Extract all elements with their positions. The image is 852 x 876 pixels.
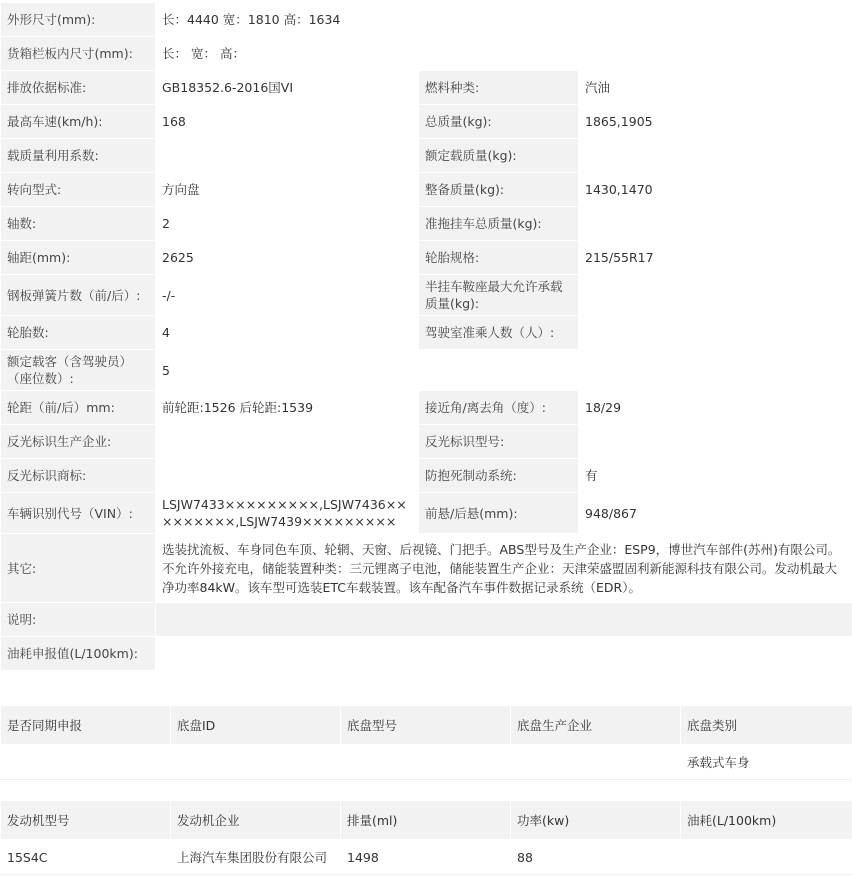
engine-header-row xyxy=(1,801,852,840)
chassis-header-cell: 底盘型号 xyxy=(341,706,511,745)
saddle-value xyxy=(579,275,852,316)
note-label: 说明: xyxy=(1,603,156,637)
spec-row xyxy=(1,391,852,425)
chassis-cell: 承载式车身 xyxy=(681,745,852,780)
engine-cell xyxy=(681,840,852,875)
overhang-label: 前悬/后悬(mm): xyxy=(419,493,579,534)
note-value xyxy=(156,603,852,637)
total-mass-value: 1865,1905 xyxy=(579,105,852,139)
vin-label: 车辆识别代号（VIN）: xyxy=(1,493,156,534)
spec-row xyxy=(1,493,852,534)
reflect-brand-value xyxy=(156,459,419,493)
chassis-cell xyxy=(1,745,171,780)
emission-value: GB18352.6-2016国VI xyxy=(156,71,419,105)
spec-row xyxy=(1,241,852,275)
dimensions-value: 长：4440 宽：1810 高：1634 xyxy=(156,3,852,37)
overhang-value: 948/867 xyxy=(579,493,852,534)
angles-value: 18/29 xyxy=(579,391,852,425)
reflect-maker-value xyxy=(156,425,419,459)
spec-row xyxy=(1,603,852,637)
trailer-mass-value xyxy=(579,207,852,241)
axles-value: 2 xyxy=(156,207,419,241)
spec-row xyxy=(1,425,852,459)
vin-value: LSJW7433×××××××××,LSJW7436×××××××××,LSJW7439××××××××× xyxy=(156,493,419,534)
vehicle-spec-table xyxy=(0,2,852,671)
steering-value: 方向盘 xyxy=(156,173,419,207)
angles-label: 接近角/离去角（度）: xyxy=(419,391,579,425)
engine-table xyxy=(0,800,852,875)
dimensions-label: 外形尺寸(mm): xyxy=(1,3,156,37)
reflect-model-value xyxy=(579,425,852,459)
engine-header-cell: 功率(kw) xyxy=(511,801,681,840)
chassis-header-cell: 是否同期申报 xyxy=(1,706,171,745)
engine-header-cell: 排量(ml) xyxy=(341,801,511,840)
spec-row xyxy=(1,275,852,316)
spec-row xyxy=(1,139,852,173)
rated-load-value xyxy=(579,139,852,173)
fuel-consumption-label: 油耗申报值(L/100km): xyxy=(1,637,156,671)
wheelbase-label: 轴距(mm): xyxy=(1,241,156,275)
chassis-table xyxy=(0,705,852,780)
engine-header-cell: 发动机型号 xyxy=(1,801,171,840)
other-label: 其它: xyxy=(1,534,156,603)
engine-data-row xyxy=(1,840,852,875)
spec-row xyxy=(1,173,852,207)
chassis-header-cell: 底盘类别 xyxy=(681,706,852,745)
spring-value: -/- xyxy=(156,275,419,316)
spec-row xyxy=(1,37,852,71)
abs-value: 有 xyxy=(579,459,852,493)
tire-spec-label: 轮胎规格: xyxy=(419,241,579,275)
engine-cell: 15S4C xyxy=(1,840,171,875)
total-mass-label: 总质量(kg): xyxy=(419,105,579,139)
curb-mass-label: 整备质量(kg): xyxy=(419,173,579,207)
load-util-value xyxy=(156,139,419,173)
chassis-header-cell: 底盘生产企业 xyxy=(511,706,681,745)
engine-cell: 88 xyxy=(511,840,681,875)
cab-seats-label: 驾驶室准乘人数（人）: xyxy=(419,316,579,350)
chassis-header-row xyxy=(1,706,852,745)
spec-row xyxy=(1,316,852,350)
abs-label: 防抱死制动系统: xyxy=(419,459,579,493)
steering-label: 转向型式: xyxy=(1,173,156,207)
reflect-brand-label: 反光标识商标: xyxy=(1,459,156,493)
max-speed-label: 最高车速(km/h): xyxy=(1,105,156,139)
spec-row xyxy=(1,3,852,37)
reflect-model-label: 反光标识型号: xyxy=(419,425,579,459)
saddle-label: 半挂车鞍座最大允许承载质量(kg): xyxy=(419,275,579,316)
fuel-consumption-value xyxy=(156,637,852,671)
spec-row xyxy=(1,71,852,105)
fuel-label: 燃料种类: xyxy=(419,71,579,105)
cab-seats-value xyxy=(579,316,852,350)
reflect-maker-label: 反光标识生产企业: xyxy=(1,425,156,459)
other-value: 选装扰流板、车身同色车顶、轮辋、天窗、后视镜、门把手。ABS型号及生产企业：ESP9，博世汽车部件(苏州)有限公司。不允许外接充电，储能装置种类：三元锂离子电池，储能装置生产企业：天津荣盛盟固利新能源科技有限公司。发动机最大净功率84kW。该车型可选装ETC车载装置。该车配备汽车事件数据记录系统（EDR）。 xyxy=(156,534,852,603)
track-value: 前轮距:1526 后轮距:1539 xyxy=(156,391,419,425)
passengers-value: 5 xyxy=(156,350,852,391)
track-label: 轮距（前/后）mm: xyxy=(1,391,156,425)
chassis-header-cell: 底盘ID xyxy=(171,706,341,745)
emission-label: 排放依据标准: xyxy=(1,71,156,105)
engine-header-cell: 发动机企业 xyxy=(171,801,341,840)
spec-row xyxy=(1,637,852,671)
spring-label: 钢板弹簧片数（前/后）: xyxy=(1,275,156,316)
max-speed-value: 168 xyxy=(156,105,419,139)
cargo-box-label: 货箱栏板内尺寸(mm): xyxy=(1,37,156,71)
trailer-mass-label: 准拖挂车总质量(kg): xyxy=(419,207,579,241)
spec-row xyxy=(1,459,852,493)
cargo-box-value: 长： 宽： 高： xyxy=(156,37,852,71)
chassis-cell xyxy=(511,745,681,780)
chassis-cell xyxy=(341,745,511,780)
engine-cell: 上海汽车集团股份有限公司 xyxy=(171,840,341,875)
load-util-label: 载质量利用系数: xyxy=(1,139,156,173)
engine-header-cell: 油耗(L/100km) xyxy=(681,801,852,840)
curb-mass-value: 1430,1470 xyxy=(579,173,852,207)
spec-row xyxy=(1,534,852,603)
axles-label: 轴数: xyxy=(1,207,156,241)
tire-spec-value: 215/55R17 xyxy=(579,241,852,275)
tires-label: 轮胎数: xyxy=(1,316,156,350)
spec-row xyxy=(1,105,852,139)
spec-row xyxy=(1,207,852,241)
spec-row xyxy=(1,350,852,391)
engine-cell: 1498 xyxy=(341,840,511,875)
passengers-label: 额定载客（含驾驶员）（座位数）: xyxy=(1,350,156,391)
rated-load-label: 额定载质量(kg): xyxy=(419,139,579,173)
wheelbase-value: 2625 xyxy=(156,241,419,275)
tires-value: 4 xyxy=(156,316,419,350)
chassis-cell xyxy=(171,745,341,780)
chassis-data-row xyxy=(1,745,852,780)
fuel-value: 汽油 xyxy=(579,71,852,105)
